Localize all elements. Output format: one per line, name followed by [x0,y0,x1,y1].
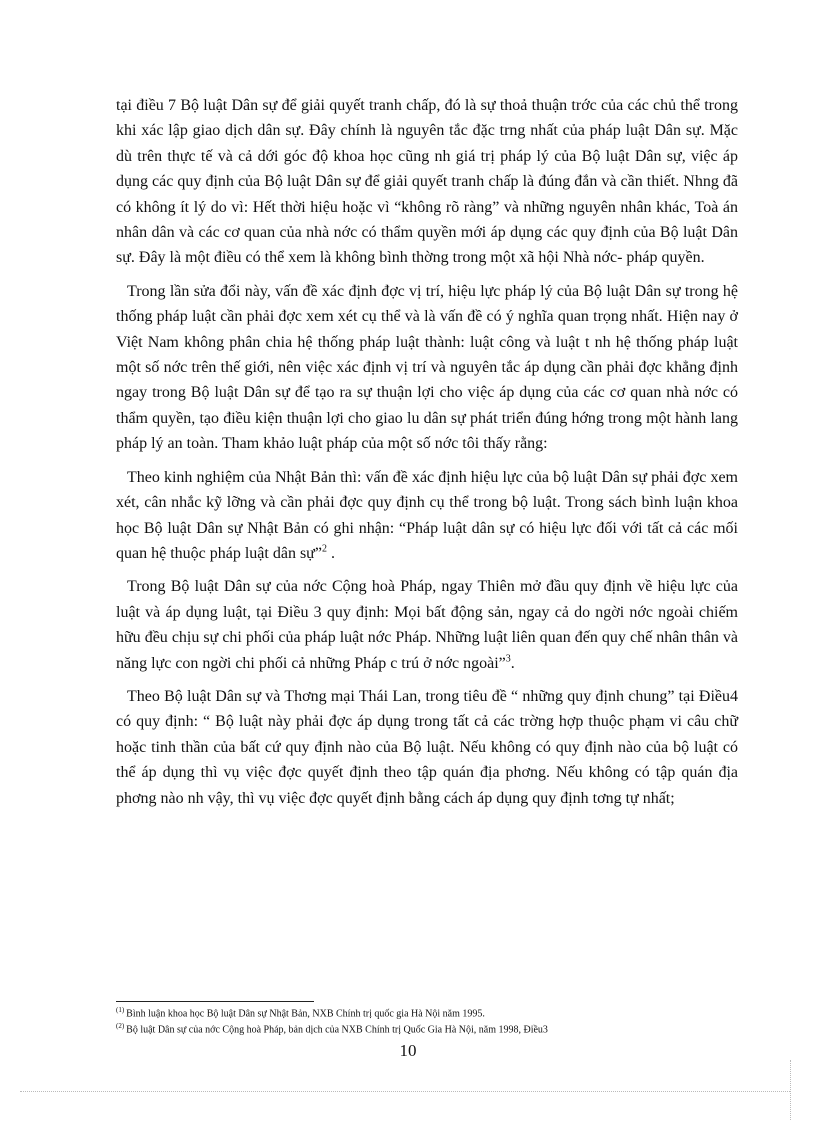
footnote-ref-3[interactable]: 3 [505,653,511,665]
paragraph-2: Trong lần sửa đổi này, vấn đề xác định đợc vị trí, hiệu lực pháp lý của Bộ luật Dân sự trong hệ thống pháp luật cần phải đợc xem xét cụ thể và là vấn đề có ý nghĩa quan trọng nhất. Hiện nay ở Việt Nam không phân chia hệ thống pháp luật thành: luật công và luật t nh hệ thống pháp luật một số nớc trên thế giới, nên việc xác định vị trí và nguyên tắc áp dụng cần phải đợc khẳng định ngay trong Bộ luật Dân sự để tạo ra sự thuận lợi cho việc áp dụng của các cơ quan nhà nớc có thẩm quyền, tạo điều kiện thuận lợi cho giao lu dân sự phát triển đúng hớng trong một hành lang pháp lý an toàn. Tham khảo luật pháp của một số nớc tôi thấy rằng: [116,282,738,453]
footnotes [116,1004,756,1037]
page-bottom-border [20,1091,790,1092]
paragraph-4-text: Trong Bộ luật Dân sự của nớc Cộng hoà Pháp, ngay Thiên mở đầu quy định về hiệu lực của luật và áp dụng luật, tại Điều 3 quy định: Mọi bất động sản, ngay cả do ngời nớc ngoài chiếm hữu đều chịu sự chi phối của pháp luật nớc Pháp. Những luật liên quan đến quy chế nhân thân và năng lực con ngời chi phối cả những Pháp c trú ở nớc ngoài” [116,578,738,672]
footnote-separator [116,1001,314,1002]
footnote-2-mark: (2) [116,1022,125,1031]
footnote-2 [116,1020,756,1036]
footnote-1 [116,1004,756,1020]
footnote-1-mark: (1) [116,1006,125,1014]
paragraph-1: tại điều 7 Bộ luật Dân sự để giải quyết tranh chấp, đó là sự thoả thuận trớc của các chủ thể trong khi xác lập giao dịch dân sự. Đây chính là nguyên tắc đặc trng nhất của pháp luật Dân sự. Mặc dù trên thực tế và cả dới góc độ khoa học cũng nh giá trị pháp lý của Bộ luật Dân sự, việc áp dụng các quy định của Bộ luật Dân sự để giải quyết tranh chấp là đúng đắn và cần thiết. Nhng đã có không ít lý do vì: Hết thời hiệu hoặc vì “không rõ ràng” và những nguyên nhân khác, Toà án nhân dân và các cơ quan của nhà nớc có thẩm quyền mới áp dụng các quy định của Bộ luật Dân sự. Đây là một điều có thể xem là không bình thờng trong một xã hội Nhà nớc- pháp quyền. [116,97,738,267]
paragraph-4 [116,574,738,676]
footnote-ref-2[interactable]: 2 [321,543,327,555]
paragraph-3-tail: . [326,544,335,562]
footnote-2-text: Bộ luật Dân sự của nớc Cộng hoà Pháp, bản dịch của NXB Chính trị Quốc Gia Hà Nội, năm 1998, Điều3 [126,1024,548,1036]
page-right-border [790,1060,791,1120]
body-text [116,93,738,819]
page-number: 10 [399,1041,417,1060]
paragraph-3 [116,465,738,567]
paragraph-5: Theo Bộ luật Dân sự và Thơng mại Thái Lan, trong tiêu đề “ những quy định chung” tại Điều4 có quy định: “ Bộ luật này phải đợc áp dụng trong tất cả các trờng hợp thuộc phạm vi câu chữ hoặc tinh thần của bất cứ quy định nào của Bộ luật. Nếu không có quy định nào của bộ luật có thể áp dụng thì vụ việc đợc quyết định theo tập quán địa phơng. Nếu không có tập quán địa phơng nào nh vậy, thì vụ việc đợc quyết định bằng cách áp dụng quy định tơng tự nhất; [116,687,738,807]
paragraph-4-tail: . [510,654,515,672]
paragraph-3-text: Theo kinh nghiệm của Nhật Bản thì: vấn đề xác định hiệu lực của bộ luật Dân sự phải đợc xem xét, cân nhắc kỹ lỡng và cần phải đợc quy định cụ thể trong bộ luật. Trong sách bình luận khoa học Bộ luật Dân sự Nhật Bản có ghi nhận: “Pháp luật dân sự có hiệu lực đối với tất cả các mối quan hệ thuộc pháp luật dân sự” [116,468,738,562]
footnote-1-text: Bình luận khoa học Bộ luật Dân sự Nhật Bản, NXB Chính trị quốc gia Hà Nội năm 1995. [126,1008,485,1020]
